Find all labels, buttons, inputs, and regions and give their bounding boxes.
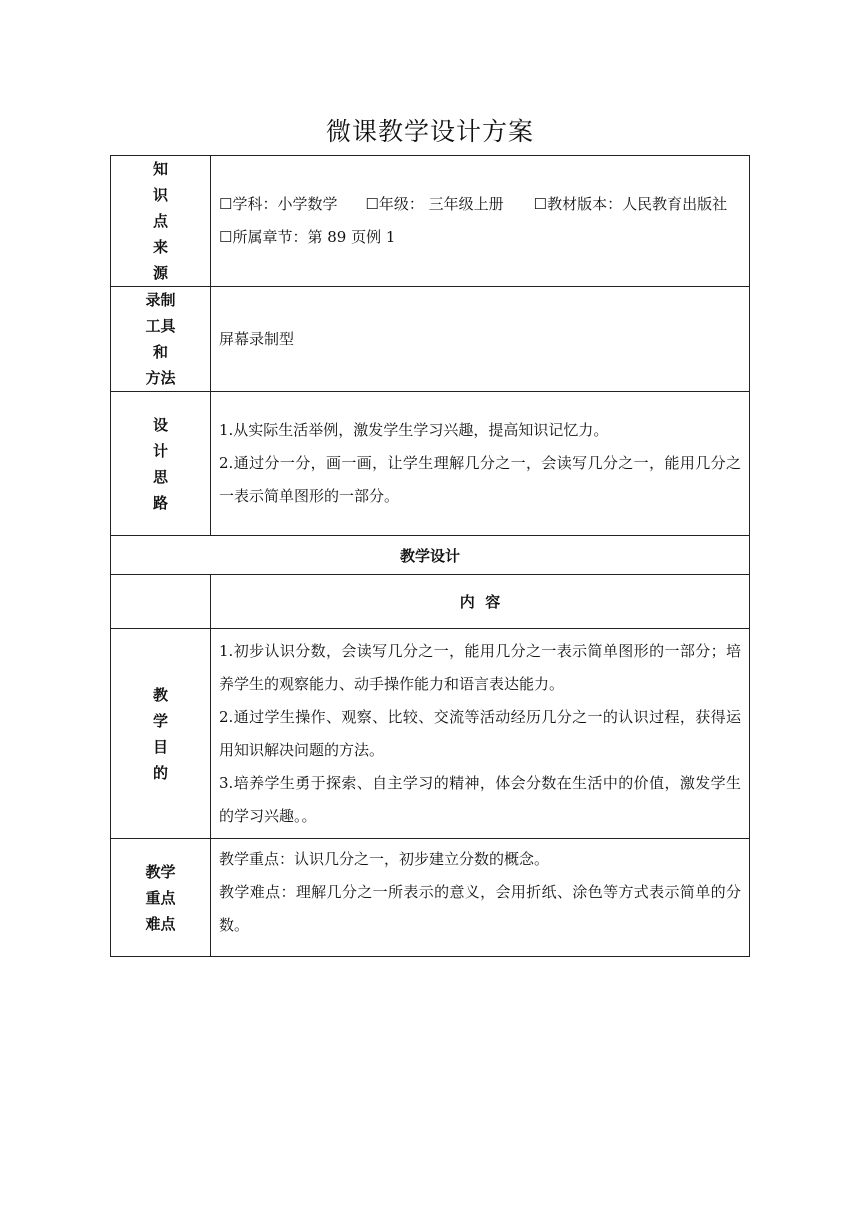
label-recording-tools: 录制 工具 和 方法	[111, 287, 211, 392]
goal-line-2: 2.通过学生操作、观察、比较、交流等活动经历几分之一的认识过程，获得运用知识解决问题的方法。	[219, 707, 741, 759]
grade-field: ☐年级： 三年级上册	[365, 195, 504, 213]
subject-field: ☐学科：小学数学	[219, 195, 338, 213]
teaching-goals-content	[211, 629, 750, 839]
knowledge-source-content	[211, 156, 750, 287]
row-teaching-goals	[111, 629, 750, 839]
key-point-line: 教学重点：认识几分之一，初步建立分数的概念。	[219, 850, 550, 868]
source-line-1	[219, 188, 741, 221]
approach-line-1: 1.从实际生活举例，激发学生学习兴趣，提高知识记忆力。	[219, 421, 609, 439]
difficulty-line: 教学难点：理解几分之一所表示的意义，会用折纸、涂色等方式表示简单的分数。	[219, 883, 741, 934]
row-knowledge-source	[111, 156, 750, 287]
goal-line-1: 1.初步认识分数，会读写几分之一，能用几分之一表示简单图形的一部分；培养学生的观察能力、动手操作能力和语言表达能力。	[219, 641, 741, 693]
recording-tools-content: 屏幕录制型	[211, 287, 750, 392]
approach-line-2: 2.通过分一分，画一画，让学生理解几分之一，会读写几分之一，能用几分之一表示简单图形的一部分。	[219, 454, 741, 505]
label-key-points: 教学 重点 难点	[111, 839, 211, 957]
label-teaching-goals: 教 学 目 的	[111, 629, 211, 839]
row-design-header	[111, 536, 750, 575]
edition-field: ☐教材版本：人民教育出版社	[533, 195, 728, 213]
content-header: 内 容	[211, 575, 750, 629]
goal-line-3: 3.培养学生勇于探索、自主学习的精神，体会分数在生活中的价值，激发学生的学习兴趣。。	[219, 773, 741, 825]
row-content-header	[111, 575, 750, 629]
key-points-content	[211, 839, 750, 957]
label-design-approach: 设 计 思 路	[111, 392, 211, 536]
chapter-field: ☐所属章节：第 89 页例 1	[219, 228, 396, 246]
lesson-plan-table	[110, 155, 750, 957]
document-title: 微课教学设计方案	[325, 117, 534, 146]
row-design-approach	[111, 392, 750, 536]
empty-label-cell	[111, 575, 211, 629]
design-approach-content	[211, 392, 750, 536]
label-knowledge-source: 知 识 点 来 源	[111, 156, 211, 287]
row-key-points	[111, 839, 750, 957]
row-recording-tools	[111, 287, 750, 392]
design-header: 教学设计	[111, 536, 750, 575]
